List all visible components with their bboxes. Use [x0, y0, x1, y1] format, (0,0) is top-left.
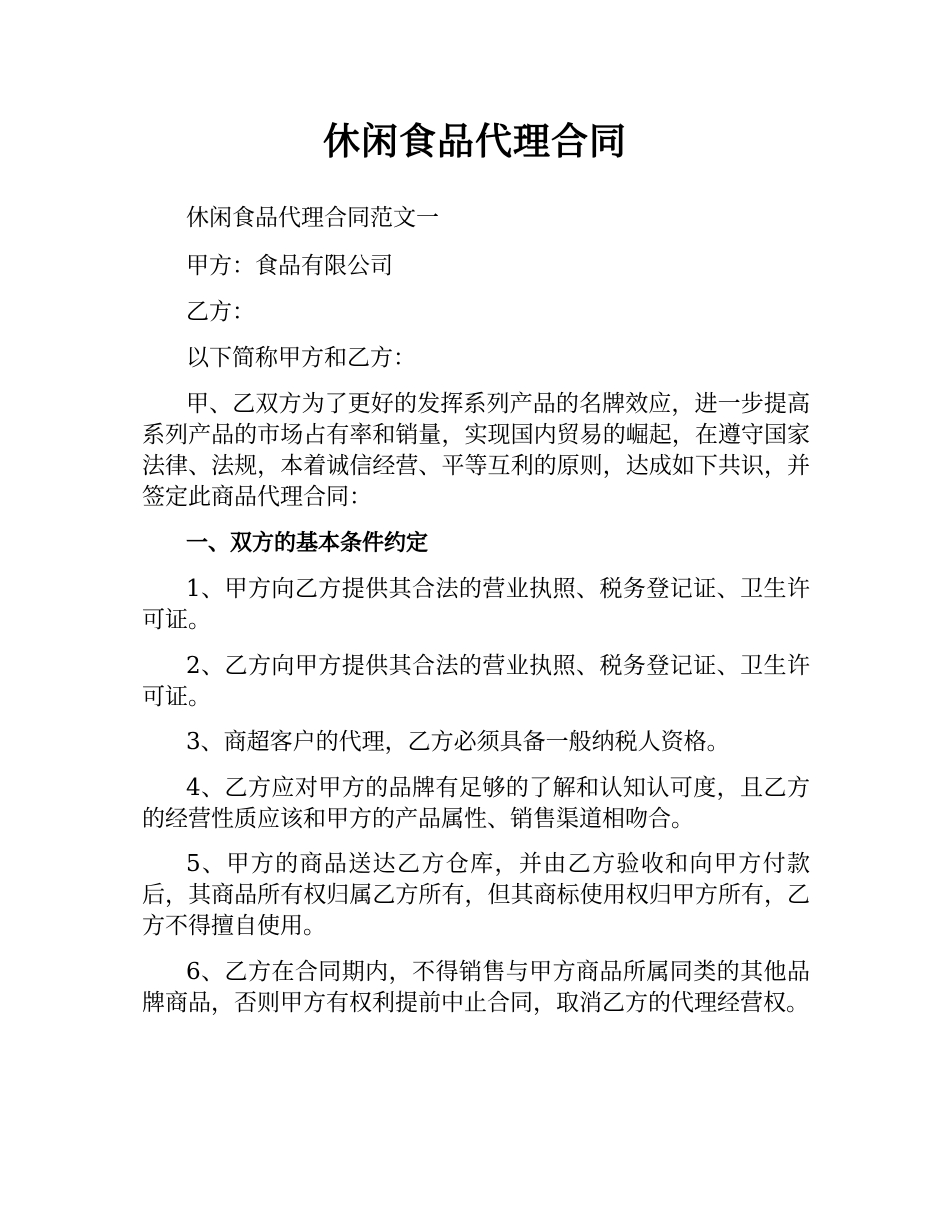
paragraph-subtitle: 休闲食品代理合同范文一: [186, 205, 439, 231]
paragraph-party-a: 甲方：食品有限公司: [186, 253, 393, 279]
clause-3: 3、商超客户的代理，乙方必须具备一般纳税人资格。: [186, 729, 730, 755]
clause-1: 1、甲方向乙方提供其合法的营业执照、税务登记证、卫生许可证。: [142, 576, 810, 633]
document-title: 休闲食品代理合同: [323, 120, 627, 163]
clause-6: 6、乙方在合同期内，不得销售与甲方商品所属同类的其他品牌商品，否则甲方有权利提前中止合同，取消乙方的代理经营权。: [142, 959, 810, 1016]
section-heading-basic-conditions: 一、双方的基本条件约定: [186, 531, 429, 556]
paragraph-party-b: 乙方：: [186, 299, 255, 325]
clause-4: 4、乙方应对甲方的品牌有足够的了解和认知认可度，且乙方的经营性质应该和甲方的产品属性、销售渠道相吻合。: [142, 775, 810, 832]
paragraph-abbreviation: 以下简称甲方和乙方：: [186, 345, 416, 371]
paragraph-preamble: 甲、乙双方为了更好的发挥系列产品的名牌效应，进一步提高系列产品的市场占有率和销量，实现国内贸易的崛起，在遵守国家法律、法规，本着诚信经营、平等互利的原则，达成如下共识，并签定此商品代理合同：: [142, 391, 810, 510]
clause-2: 2、乙方向甲方提供其合法的营业执照、税务登记证、卫生许可证。: [142, 653, 810, 710]
clause-5: 5、甲方的商品送达乙方仓库，并由乙方验收和向甲方付款后，其商品所有权归属乙方所有，但其商标使用权归甲方所有，乙方不得擅自使用。: [142, 851, 810, 939]
